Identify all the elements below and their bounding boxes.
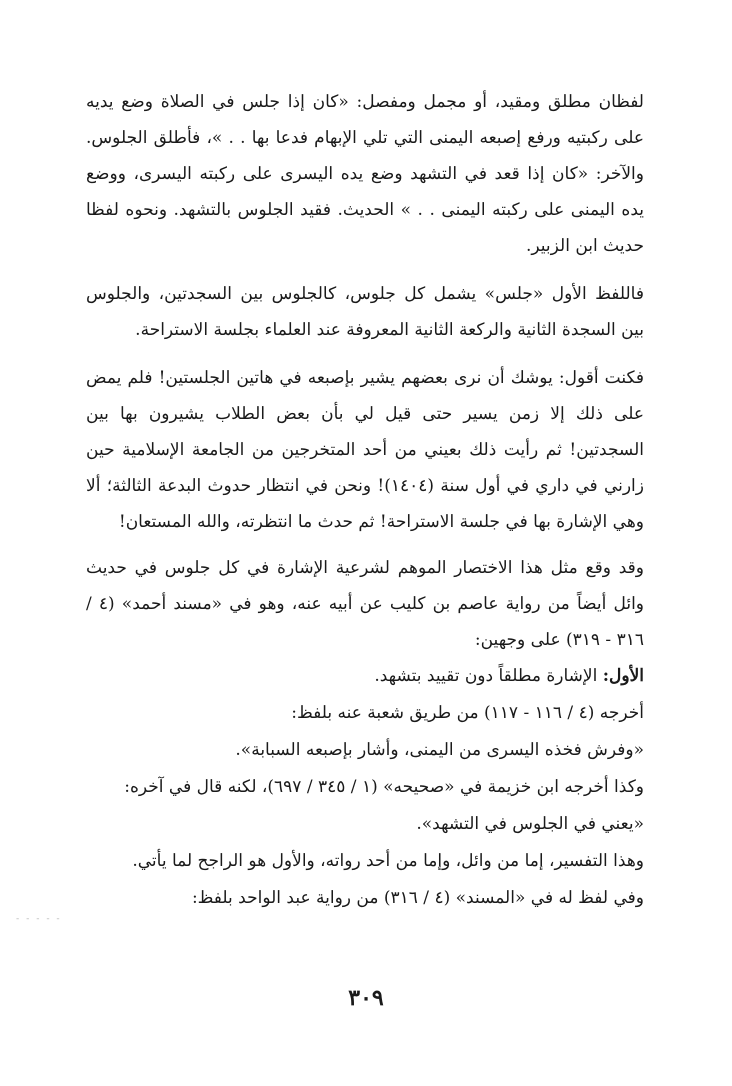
paragraph-1: لفظان مطلق ومقيد، أو مجمل ومفصل: «كان إذا جلس في الصلاة وضع يديه على ركبتيه ورفع إصبعه اليمنى التي تلي الإبهام فدعا بها . . »، فأطلق الجلوس. والآخر: «كان إذا قعد في التشهد وضع يده اليسرى على ركبته اليسرى، ووضع يده اليمنى على ركبته اليمنى . . » الحديث. فقيد الجلوس بالتشهد. ونحوه لفظا حديث ابن الزبير. bbox=[86, 92, 644, 256]
page-number: ٣٠٩ bbox=[348, 985, 384, 1011]
takhrij-line: أخرجه (٤ / ١١٦ - ١١٧) من طريق شعبة عنه بلفظ: bbox=[291, 703, 644, 723]
edge-dash-mark: - - - - - bbox=[16, 914, 62, 924]
first-point-text: الإشارة مطلقاً دون تقييد بتشهد. bbox=[374, 666, 598, 686]
tafsir-line: وهذا التفسير، إما من وائل، وإما من أحد رواته، والأول هو الراجح لما يأتي. bbox=[132, 851, 644, 871]
first-point-label: الأول: bbox=[602, 666, 644, 686]
paragraph-3: فكنت أقول: يوشك أن نرى بعضهم يشير بإصبعه في هاتين الجلستين! فلم يمض على ذلك إلا زمن يسير حتى قيل لي بأن بعض الطلاب يشيرون بها بين السجدتين! ثم رأيت ذلك بعيني من أحد المتخرجين من الجامعة الإسلامية حين زارني في داري في أول سنة (١٤٠٤)! ونحن في انتظار حدوث البدعة الثالثة؛ ألا وهي الإشارة بها في جلسة الاستراحة! ثم حدث ما انتظرته، والله المستعان! bbox=[86, 368, 644, 532]
paragraph-4: وقد وقع مثل هذا الاختصار الموهم لشرعية الإشارة في كل جلوس في حديث وائل أيضاً من رواية عاصم بن كليب عن أبيه عنه، وهو في «مسند أحمد» (٤ / ٣١٦ - ٣١٩) على وجهين: bbox=[86, 558, 645, 650]
first-point-line bbox=[86, 658, 644, 695]
paragraph-2: فاللفظ الأول «جلس» يشمل كل جلوس، كالجلوس بين السجدتين، والجلوس بين السجدة الثانية والركعة الثانية المعروفة عند العلماء بجلسة الاستراحة. bbox=[86, 284, 644, 340]
page-body bbox=[86, 84, 644, 917]
ibn-khuzayma-line: وكذا أخرجه ابن خزيمة في «صحيحه» (١ / ٣٤٥ / ٦٩٧)، لكنه قال في آخره: bbox=[124, 777, 644, 797]
musnad-line: وفي لفظ له في «المسند» (٤ / ٣١٦) من رواية عبد الواحد بلفظ: bbox=[191, 888, 644, 908]
quote-line-1: «وفرش فخذه اليسرى من اليمنى، وأشار بإصبعه السبابة». bbox=[235, 740, 644, 760]
quote-line-2: «يعني في الجلوس في التشهد». bbox=[416, 814, 644, 834]
